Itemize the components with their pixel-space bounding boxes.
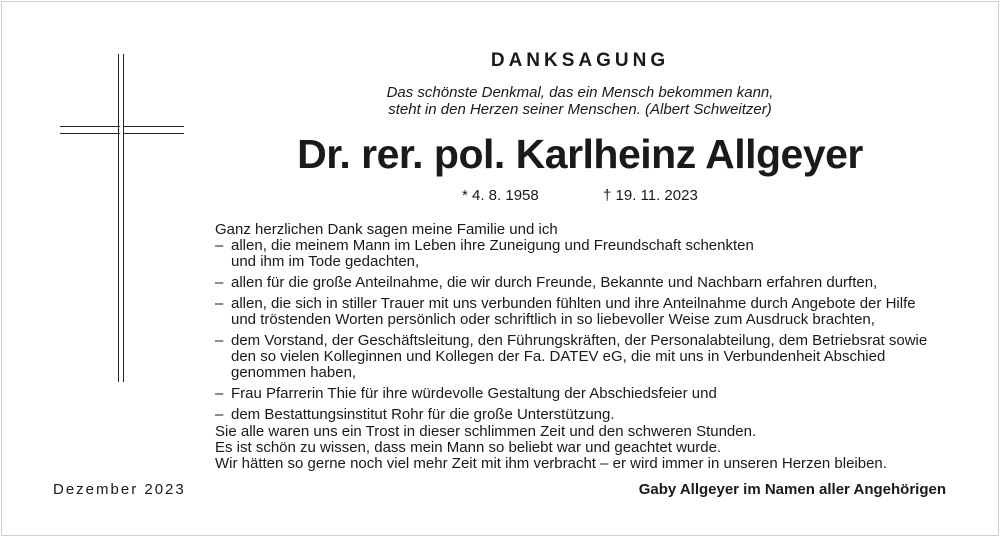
dash-bullet: –: [215, 332, 224, 349]
thanks-item-line: und tröstenden Worten persönlich oder schriftlich in so liebevoller Weise zum Ausdruck brachten,: [231, 311, 875, 328]
thanks-item: [215, 407, 975, 423]
thanks-item-line: allen, die meinem Mann im Leben ihre Zuneigung und Freundschaft schenkten: [231, 237, 754, 254]
thanks-item-line: genommen haben,: [231, 364, 357, 381]
quote-line: steht in den Herzen seiner Menschen. (Albert Schweitzer): [388, 101, 772, 118]
thanks-list: [215, 238, 975, 428]
dash-bullet: –: [215, 406, 224, 423]
dash-bullet: –: [215, 385, 224, 402]
death-date: † 19. 11. 2023: [603, 187, 698, 204]
thanks-item-line: allen, die sich in stiller Trauer mit uns verbunden fühlten und ihre Anteilnahme durch Angebote der Hilfe: [231, 295, 916, 312]
thanks-item-line: und ihm im Tode gedachten,: [231, 253, 420, 270]
dash-bullet: –: [215, 295, 224, 312]
quote: [240, 84, 920, 118]
thanks-item: [215, 275, 975, 291]
date-line: Dezember 2023: [53, 481, 186, 498]
cross-vertical-beam: [118, 54, 124, 382]
thanks-item-line: Frau Pfarrerin Thie für ihre würdevolle Gestaltung der Abschiedsfeier und: [231, 385, 717, 402]
cross-intersection: [120, 126, 123, 134]
signature: Gaby Allgeyer im Namen aller Angehörigen: [638, 481, 946, 498]
quote-line: Das schönste Denkmal, das ein Mensch bekommen kann,: [386, 84, 774, 101]
thanks-item: [215, 238, 975, 270]
thanks-item-line: allen für die große Anteilnahme, die wir durch Freunde, Bekannte und Nachbarn erfahren durften,: [231, 274, 878, 291]
thanks-item-line: den so vielen Kolleginnen und Kollegen der Fa. DATEV eG, die mit uns in Verbundenheit Abschied: [231, 348, 886, 365]
thanks-item-line: dem Vorstand, der Geschäftsleitung, den Führungskräften, der Personalabteilung, dem Betriebsrat sowie: [231, 332, 928, 349]
closing-text: [215, 424, 887, 472]
closing-line: Wir hätten so gerne noch viel mehr Zeit mit ihm verbracht – er wird immer in unseren Herzen bleiben.: [215, 455, 887, 472]
thanks-item: [215, 386, 975, 402]
thanks-item-line: dem Bestattungsinstitut Rohr für die große Unterstützung.: [231, 406, 615, 423]
thanks-item: [215, 296, 975, 328]
dash-bullet: –: [215, 237, 224, 254]
birth-date: * 4. 8. 1958: [462, 187, 539, 204]
thanks-item: [215, 333, 975, 381]
dash-bullet: –: [215, 274, 224, 291]
intro-text: Ganz herzlichen Dank sagen meine Familie und ich: [215, 221, 558, 238]
heading: DANKSAGUNG: [490, 50, 670, 71]
closing-line: Sie alle waren uns ein Trost in dieser schlimmen Zeit und den schweren Stunden.: [215, 423, 757, 440]
closing-line: Es ist schön zu wissen, dass mein Mann so beliebt war und geachtet wurde.: [215, 439, 722, 456]
deceased-name: Dr. rer. pol. Karlheinz Allgeyer: [297, 131, 863, 177]
